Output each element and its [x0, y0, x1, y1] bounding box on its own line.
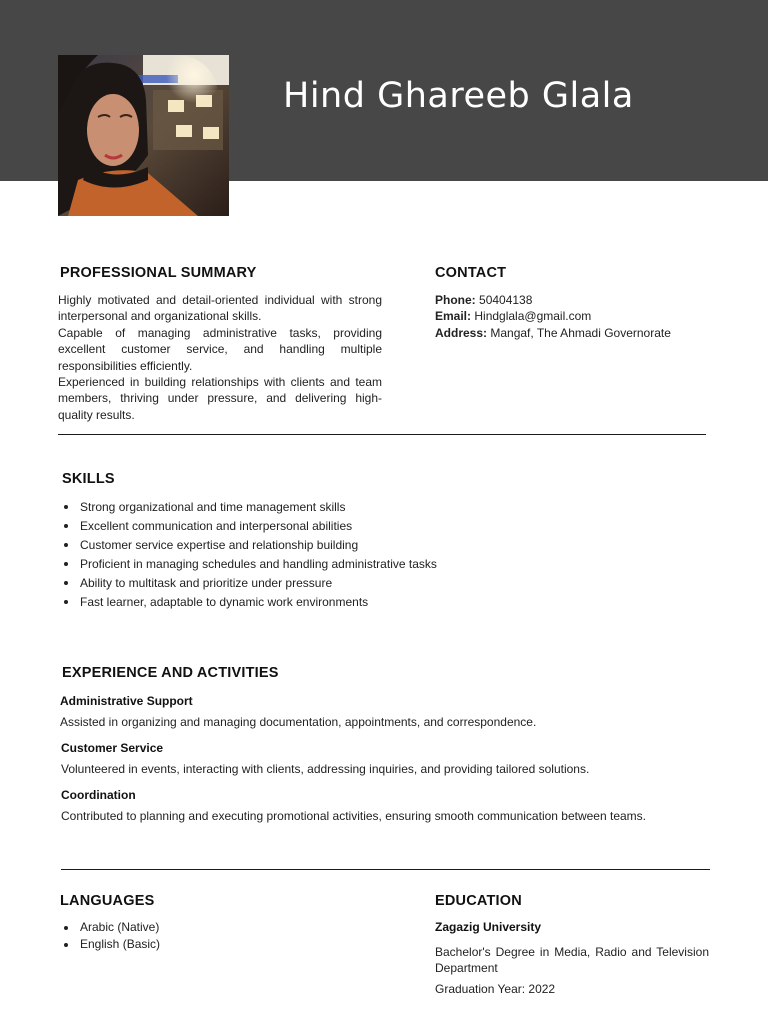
summary-paragraph: Experienced in building relationships with clients and team members, thriving under pressure, and delivering high-quality results. [58, 375, 382, 422]
summary-paragraph: Highly motivated and detail-oriented individual with strong interpersonal and organizational skills. [58, 293, 382, 324]
contact-address [435, 325, 715, 341]
experience-title: EXPERIENCE AND ACTIVITIES [62, 665, 279, 681]
education-school: Zagazig University [435, 920, 542, 934]
skill-item: Ability to multitask and prioritize under pressure [58, 574, 437, 593]
email-value: Hindglala@gmail.com [474, 309, 592, 324]
skill-item: Proficient in managing schedules and handling administrative tasks [58, 555, 437, 574]
candidate-name: Hind Ghareeb Glala [283, 76, 634, 116]
education-title: EDUCATION [435, 893, 522, 909]
skills-list [58, 498, 437, 612]
languages-list [58, 919, 160, 952]
contact-phone [435, 292, 715, 308]
education-degree: Bachelor's Degree in Media, Radio and Television Department [435, 945, 709, 976]
phone-value: 50404138 [479, 293, 533, 307]
profile-photo [58, 55, 229, 216]
languages-title: LANGUAGES [60, 893, 155, 909]
divider [61, 869, 710, 870]
experience-description: Assisted in organizing and managing documentation, appointments, and correspondence. [60, 715, 537, 729]
summary-paragraph: Capable of managing administrative tasks, providing excellent customer service, and handling multiple responsibilities efficiently. [58, 325, 382, 373]
experience-description: Volunteered in events, interacting with clients, addressing inquiries, and providing tailored solutions. [61, 762, 590, 776]
skill-item: Customer service expertise and relationship building [58, 536, 437, 555]
experience-role: Coordination [61, 788, 136, 802]
phone-label: Phone: [435, 293, 476, 307]
contact-email [435, 308, 715, 324]
experience-role: Customer Service [61, 741, 164, 755]
skills-title: SKILLS [62, 471, 115, 487]
summary-text [58, 292, 382, 423]
divider [58, 434, 706, 435]
skill-item: Strong organizational and time management skills [58, 498, 437, 517]
experience-item [60, 694, 720, 729]
education-graduation: Graduation Year: 2022 [435, 981, 556, 996]
email-label: Email: [435, 309, 472, 324]
language-item: Arabic (Native) [58, 919, 160, 936]
language-item: English (Basic) [58, 936, 160, 953]
contact-block [435, 292, 715, 341]
address-label: Address: [435, 325, 488, 340]
address-value: Mangaf, The Ahmadi Governorate [490, 325, 671, 340]
summary-title: PROFESSIONAL SUMMARY [60, 265, 257, 281]
experience-role: Administrative Support [60, 694, 193, 708]
skill-item: Excellent communication and interpersonal abilities [58, 517, 437, 536]
experience-description: Contributed to planning and executing promotional activities, ensuring smooth communication between teams. [61, 809, 646, 823]
skill-item: Fast learner, adaptable to dynamic work environments [58, 593, 437, 612]
experience-item [61, 788, 721, 823]
contact-title: CONTACT [435, 265, 507, 281]
education-block [435, 919, 709, 997]
experience-item [61, 741, 721, 776]
